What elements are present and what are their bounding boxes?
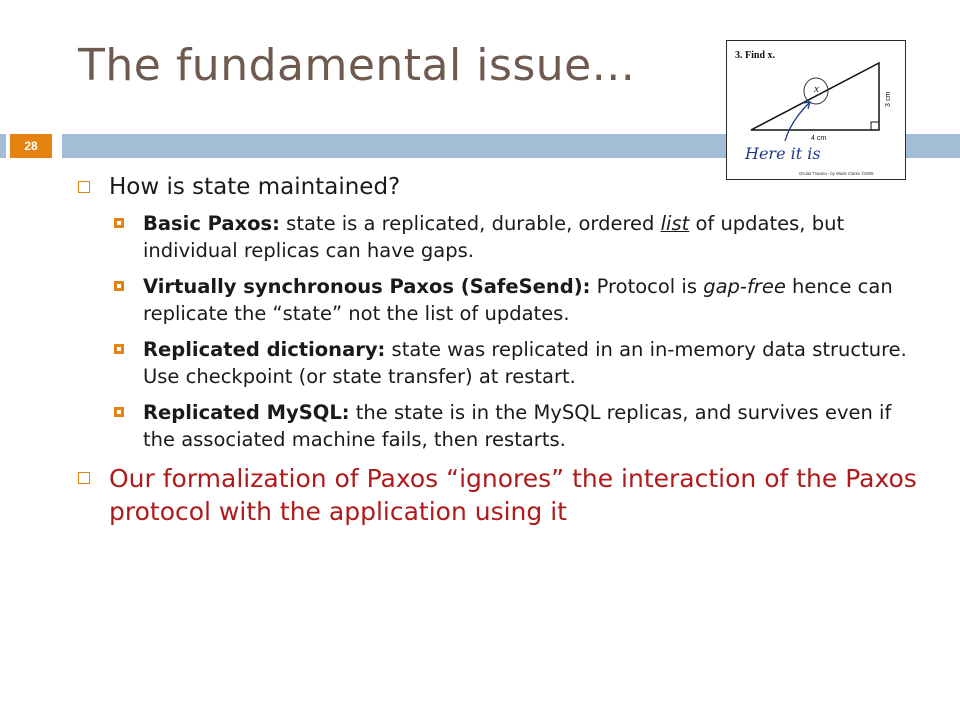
- cartoon-image: [726, 40, 906, 180]
- description-part: state was replicated in an in-memory data structure. Use checkpoint (or state transfer) at restart.: [143, 338, 907, 388]
- cartoon-problem: 3. Find x.: [735, 50, 776, 61]
- sub-bullet-replicated-mysql: [76, 399, 926, 453]
- cartoon-side-horizontal: 4 cm: [811, 135, 827, 142]
- description-part: state is a replicated, durable, ordered: [279, 212, 661, 235]
- slide-body: [76, 172, 926, 536]
- sub-bullet-virtually-synchronous: [76, 273, 926, 327]
- sub-bullet-replicated-dictionary: [76, 336, 926, 390]
- description-part: hence can replicate the “state” not the list of updates.: [143, 275, 893, 325]
- question-text: How is state maintained?: [109, 174, 401, 200]
- term-label: Virtually synchronous Paxos (SafeSend):: [143, 275, 591, 298]
- term-label: Replicated dictionary:: [143, 338, 386, 361]
- bullet-marker: [78, 181, 90, 193]
- slide-title: The fundamental issue...: [78, 40, 636, 91]
- emphasis-word: list: [660, 212, 690, 235]
- sub-bullet-marker: [114, 344, 124, 354]
- term-label: Basic Paxos:: [143, 212, 280, 235]
- term-label: Replicated MySQL:: [143, 401, 350, 424]
- cartoon-credit: Ocular Trauma - by Wade Clarke ©2005: [799, 171, 874, 176]
- sub-bullet-basic-paxos: [76, 210, 926, 264]
- sub-bullet-marker: [114, 407, 124, 417]
- description-part: Protocol is: [590, 275, 704, 298]
- right-angle-mark: [871, 122, 879, 130]
- conclusion-text: Our formalization of Paxos “ignores” the interaction of the Paxos protocol with the application using it: [109, 464, 917, 526]
- cartoon-handwritten: Here it is: [745, 144, 821, 163]
- cartoon-side-vertical: 3 cm: [885, 91, 892, 107]
- description-part: the state is in the MySQL replicas, and survives even if the associated machine fails, then restarts.: [143, 401, 892, 451]
- emphasis-word: gap-free: [703, 275, 786, 298]
- bullet-conclusion: [76, 462, 926, 528]
- cartoon-x-label: x: [814, 83, 819, 95]
- sub-bullet-marker: [114, 218, 124, 228]
- header-rule-left: [0, 134, 6, 158]
- bullet-question: [76, 172, 926, 202]
- slide-number: 28: [10, 134, 52, 158]
- description-part: of updates, but individual replicas can have gaps.: [143, 212, 845, 262]
- triangle-shape: [751, 63, 879, 130]
- sub-bullet-marker: [114, 281, 124, 291]
- pointer-arrow: [785, 103, 809, 141]
- bullet-marker: [78, 472, 90, 484]
